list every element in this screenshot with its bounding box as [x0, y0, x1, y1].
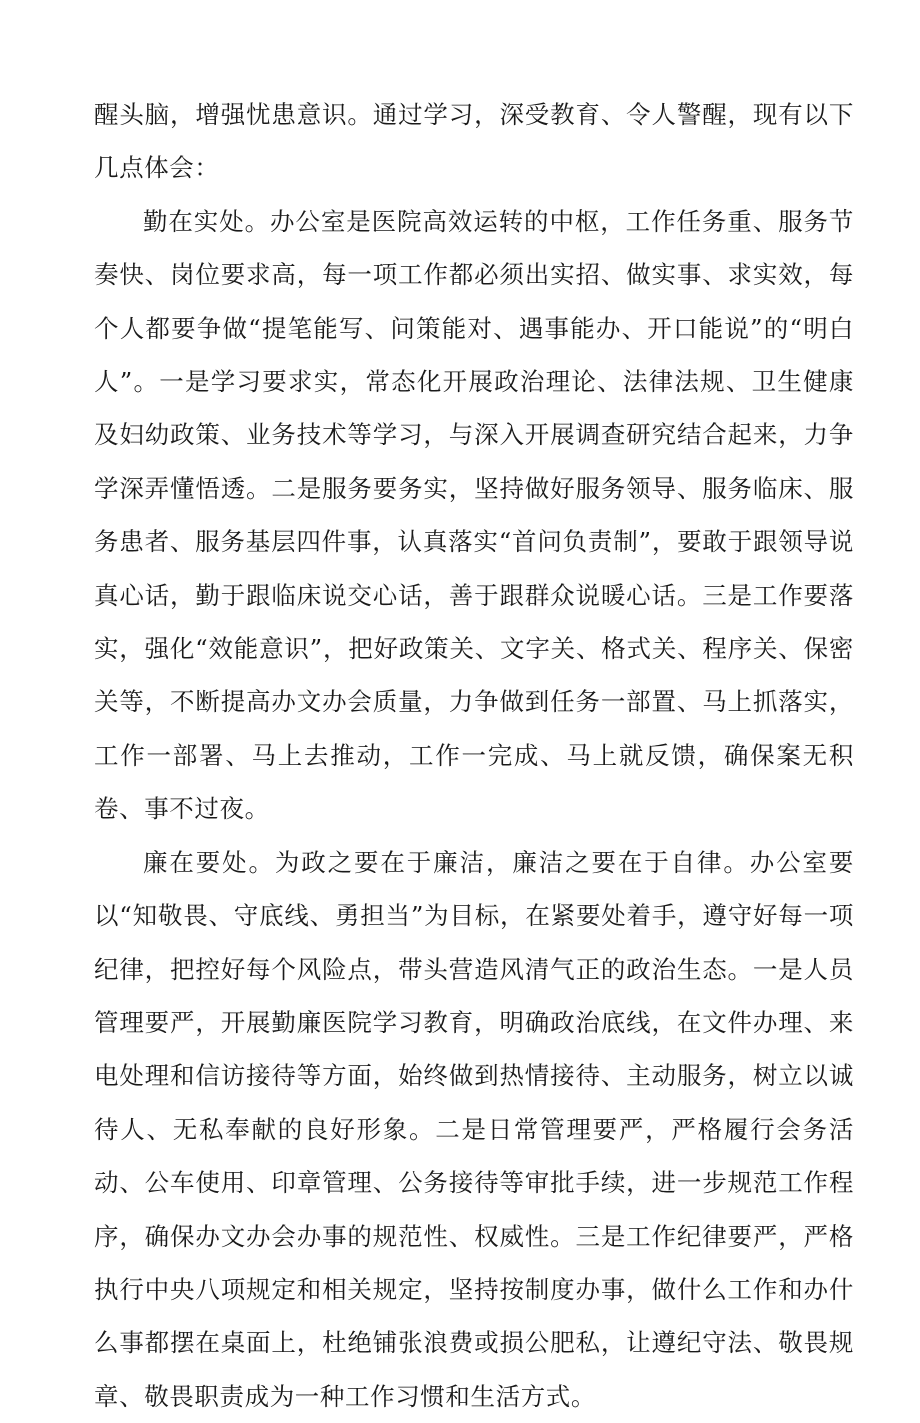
- paragraph-diligence-section: 勤在实处。办公室是医院高效运转的中枢，工作任务重、服务节奏快、岗位要求高，每一项工作都必须出实招、做实事、求实效，每个人都要争做“提笔能写、问策能对、遇事能办、开口能说”的“明白人”。一是学习要求实，常态化开展政治理论、法律法规、卫生健康及妇幼政策、业务技术等学习，与深入开展调查研究结合起来，力争学深弄懂悟透。二是服务要务实，坚持做好服务领导、服务临床、服务患者、服务基层四件事，认真落实“首问负责制”，要敢于跟领导说真心话，勤于跟临床说交心话，善于跟群众说暖心话。三是工作要落实，强化“效能意识”，把好政策关、文字关、格式关、程序关、保密关等，不断提高办文办会质量，力争做到任务一部置、马上抓落实，工作一部署、马上去推动，工作一完成、马上就反馈，确保案无积卷、事不过夜。: [94, 206, 854, 824]
- document-body: [94, 88, 854, 1423]
- paragraph-integrity-section: 廉在要处。为政之要在于廉洁，廉洁之要在于自律。办公室要以“知敬畏、守底线、勇担当”为目标，在紧要处着手，遵守好每一项纪律，把控好每个风险点，带头营造风清气正的政治生态。一是人员管理要严，开展勤廉医院学习教育，明确政治底线，在文件办理、来电处理和信访接待等方面，始终做到热情接待、主动服务，树立以诚待人、无私奉献的良好形象。二是日常管理要严，严格履行会务活动、公车使用、印章管理、公务接待等审批手续，进一步规范工作程序，确保办文办会办事的规范性、权威性。三是工作纪律要严，严格执行中央八项规定和相关规定，坚持按制度办事，做什么工作和办什么事都摆在桌面上，杜绝铺张浪费或损公肥私，让遵纪守法、敬畏规章、敬畏职责成为一种工作习惯和生活方式。: [94, 847, 854, 1411]
- paragraph-continued-intro: 醒头脑，增强忧患意识。通过学习，深受教育、令人警醒，现有以下几点体会：: [94, 100, 854, 183]
